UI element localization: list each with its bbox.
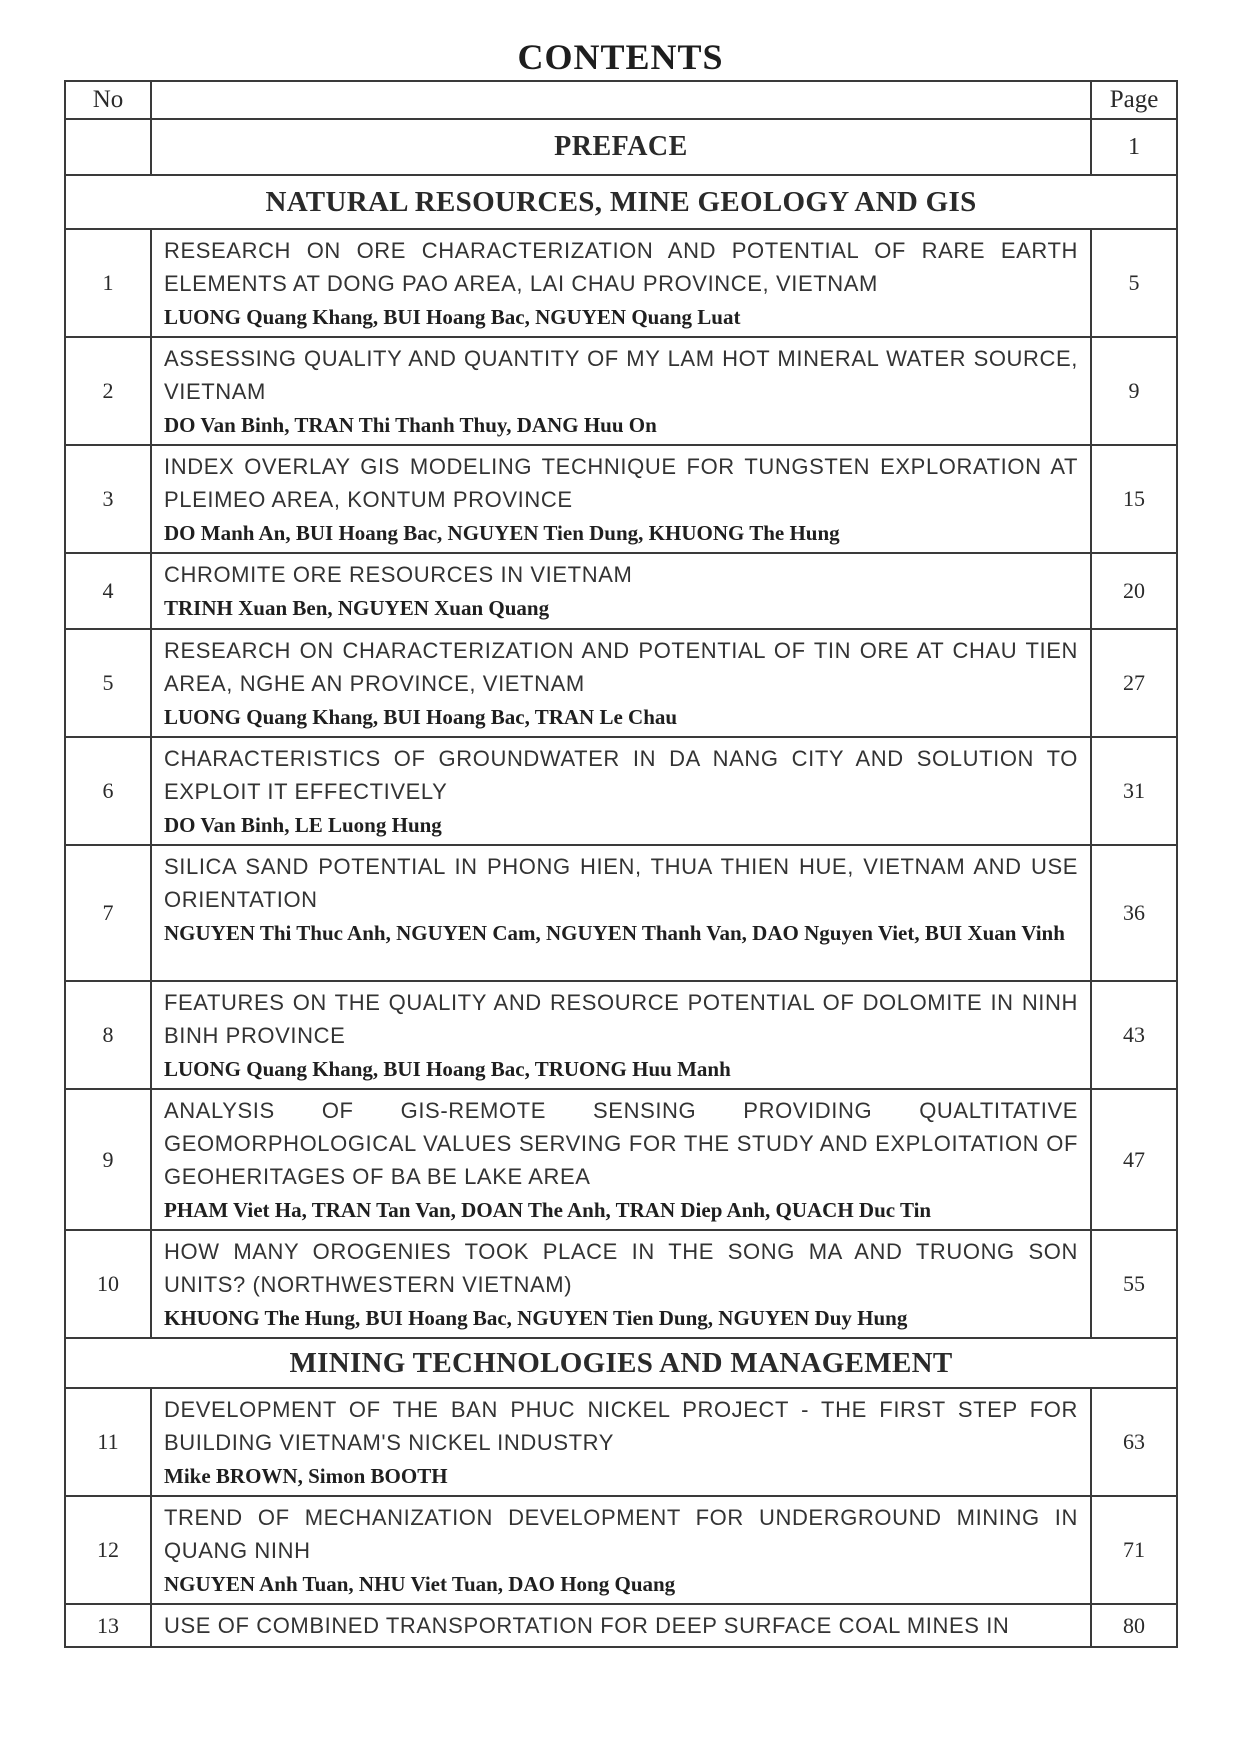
entry-title: CHROMITE ORE RESOURCES IN VIETNAM <box>164 562 633 587</box>
entry-authors: LUONG Quang Khang, BUI Hoang Bac, TRAN Le Chau <box>164 705 678 729</box>
preface-page: 1 <box>1091 119 1177 175</box>
entry-number: 7 <box>65 845 151 981</box>
entry-authors: DO Van Binh, TRAN Thi Thanh Thuy, DANG Huu On <box>164 413 657 437</box>
entry-title: CHARACTERISTICS OF GROUNDWATER IN DA NANG CITY AND SOLUTION TO EXPLOIT IT EFFECTIVELY <box>164 746 1078 804</box>
preface-no-cell <box>65 119 151 175</box>
entry-body <box>151 981 1091 1089</box>
entry-page-number: 5 <box>1091 229 1177 337</box>
entry-body <box>151 845 1091 981</box>
entry-number: 3 <box>65 445 151 553</box>
toc-entry-row <box>65 1230 1177 1338</box>
entry-authors: LUONG Quang Khang, BUI Hoang Bac, TRUONG Huu Manh <box>164 1057 731 1081</box>
entry-number: 4 <box>65 553 151 629</box>
entry-body <box>151 229 1091 337</box>
entry-page-number: 9 <box>1091 337 1177 445</box>
entry-title: ASSESSING QUALITY AND QUANTITY OF MY LAM HOT MINERAL WATER SOURCE, VIETNAM <box>164 346 1078 404</box>
toc-entry-row <box>65 445 1177 553</box>
entry-body <box>151 1089 1091 1230</box>
column-header-page: Page <box>1091 81 1177 119</box>
entry-authors: KHUONG The Hung, BUI Hoang Bac, NGUYEN Tien Dung, NGUYEN Duy Hung <box>164 1306 908 1330</box>
entry-authors: LUONG Quang Khang, BUI Hoang Bac, NGUYEN Quang Luat <box>164 305 741 329</box>
toc-entry-row <box>65 845 1177 981</box>
entry-body <box>151 629 1091 737</box>
contents-table-body <box>65 81 1177 1647</box>
entry-body <box>151 737 1091 845</box>
toc-entry-row <box>65 737 1177 845</box>
toc-entry-row <box>65 553 1177 629</box>
entry-page-number: 80 <box>1091 1604 1177 1647</box>
toc-entry-row <box>65 629 1177 737</box>
toc-entry-row <box>65 981 1177 1089</box>
entry-authors: PHAM Viet Ha, TRAN Tan Van, DOAN The Anh, TRAN Diep Anh, QUACH Duc Tin <box>164 1198 932 1222</box>
entry-page-number: 15 <box>1091 445 1177 553</box>
entry-authors: NGUYEN Thi Thuc Anh, NGUYEN Cam, NGUYEN Thanh Van, DAO Nguyen Viet, BUI Xuan Vinh <box>164 921 1065 945</box>
entry-number: 8 <box>65 981 151 1089</box>
entry-page-number: 47 <box>1091 1089 1177 1230</box>
entry-page-number: 71 <box>1091 1496 1177 1604</box>
toc-entry-row <box>65 337 1177 445</box>
entry-number: 2 <box>65 337 151 445</box>
entry-page-number: 31 <box>1091 737 1177 845</box>
entry-body <box>151 337 1091 445</box>
column-header-title <box>151 81 1091 119</box>
entry-page-number: 27 <box>1091 629 1177 737</box>
entry-authors: Mike BROWN, Simon BOOTH <box>164 1464 448 1488</box>
entry-body <box>151 1388 1091 1496</box>
preface-title: PREFACE <box>151 119 1091 175</box>
toc-entry-row <box>65 1089 1177 1230</box>
entry-page-number: 43 <box>1091 981 1177 1089</box>
entry-body <box>151 1496 1091 1604</box>
section-header-row <box>65 1338 1177 1388</box>
toc-entry-row <box>65 1388 1177 1496</box>
entry-title: HOW MANY OROGENIES TOOK PLACE IN THE SONG MA AND TRUONG SON UNITS? (NORTHWESTERN VIETNAM) <box>164 1239 1078 1297</box>
entry-title: TREND OF MECHANIZATION DEVELOPMENT FOR UNDERGROUND MINING IN QUANG NINH <box>164 1505 1078 1563</box>
entry-title: INDEX OVERLAY GIS MODELING TECHNIQUE FOR TUNGSTEN EXPLORATION AT PLEIMEO AREA, KONTUM PROVINCE <box>164 454 1078 512</box>
entry-title: SILICA SAND POTENTIAL IN PHONG HIEN, THUA THIEN HUE, VIETNAM AND USE ORIENTATION <box>164 854 1078 912</box>
entry-number: 9 <box>65 1089 151 1230</box>
entry-page-number: 20 <box>1091 553 1177 629</box>
entry-page-number: 63 <box>1091 1388 1177 1496</box>
toc-entry-row <box>65 1496 1177 1604</box>
entry-body <box>151 553 1091 629</box>
header-row <box>65 81 1177 119</box>
entry-body <box>151 1230 1091 1338</box>
toc-entry-row <box>65 1604 1177 1647</box>
section-header-row <box>65 175 1177 229</box>
entry-page-number: 55 <box>1091 1230 1177 1338</box>
entry-number: 11 <box>65 1388 151 1496</box>
entry-number: 1 <box>65 229 151 337</box>
entry-authors: NGUYEN Anh Tuan, NHU Viet Tuan, DAO Hong Quang <box>164 1572 676 1596</box>
entry-title: ANALYSIS OF GIS-REMOTE SENSING PROVIDING QUALTITATIVE GEOMORPHOLOGICAL VALUES SERVING FOR THE STUDY AND EXPLOITATION OF GEOHERITAGES OF BA BE LAKE AREA <box>164 1098 1078 1189</box>
entry-number: 13 <box>65 1604 151 1647</box>
entry-title: RESEARCH ON CHARACTERIZATION AND POTENTIAL OF TIN ORE AT CHAU TIEN AREA, NGHE AN PROVINCE, VIETNAM <box>164 638 1078 696</box>
entry-title: DEVELOPMENT OF THE BAN PHUC NICKEL PROJECT - THE FIRST STEP FOR BUILDING VIETNAM'S NICKEL INDUSTRY <box>164 1397 1078 1455</box>
preface-row <box>65 119 1177 175</box>
entry-page-number: 36 <box>1091 845 1177 981</box>
entry-body <box>151 1604 1091 1647</box>
toc-entry-row <box>65 229 1177 337</box>
entry-title: USE OF COMBINED TRANSPORTATION FOR DEEP SURFACE COAL MINES IN <box>164 1613 1010 1638</box>
section-title: MINING TECHNOLOGIES AND MANAGEMENT <box>65 1338 1177 1388</box>
entry-authors: DO Manh An, BUI Hoang Bac, NGUYEN Tien Dung, KHUONG The Hung <box>164 521 840 545</box>
page-title: CONTENTS <box>517 37 724 77</box>
column-header-no: No <box>65 81 151 119</box>
entry-authors: DO Van Binh, LE Luong Hung <box>164 813 442 837</box>
entry-title: RESEARCH ON ORE CHARACTERIZATION AND POTENTIAL OF RARE EARTH ELEMENTS AT DONG PAO AREA, LAI CHAU PROVINCE, VIETNAM <box>164 238 1078 296</box>
contents-table <box>64 80 1178 1648</box>
entry-number: 10 <box>65 1230 151 1338</box>
section-title: NATURAL RESOURCES, MINE GEOLOGY AND GIS <box>65 175 1177 229</box>
entry-title: FEATURES ON THE QUALITY AND RESOURCE POTENTIAL OF DOLOMITE IN NINH BINH PROVINCE <box>164 990 1078 1048</box>
entry-authors: TRINH Xuan Ben, NGUYEN Xuan Quang <box>164 596 550 620</box>
entry-number: 6 <box>65 737 151 845</box>
entry-body <box>151 445 1091 553</box>
entry-number: 5 <box>65 629 151 737</box>
entry-number: 12 <box>65 1496 151 1604</box>
